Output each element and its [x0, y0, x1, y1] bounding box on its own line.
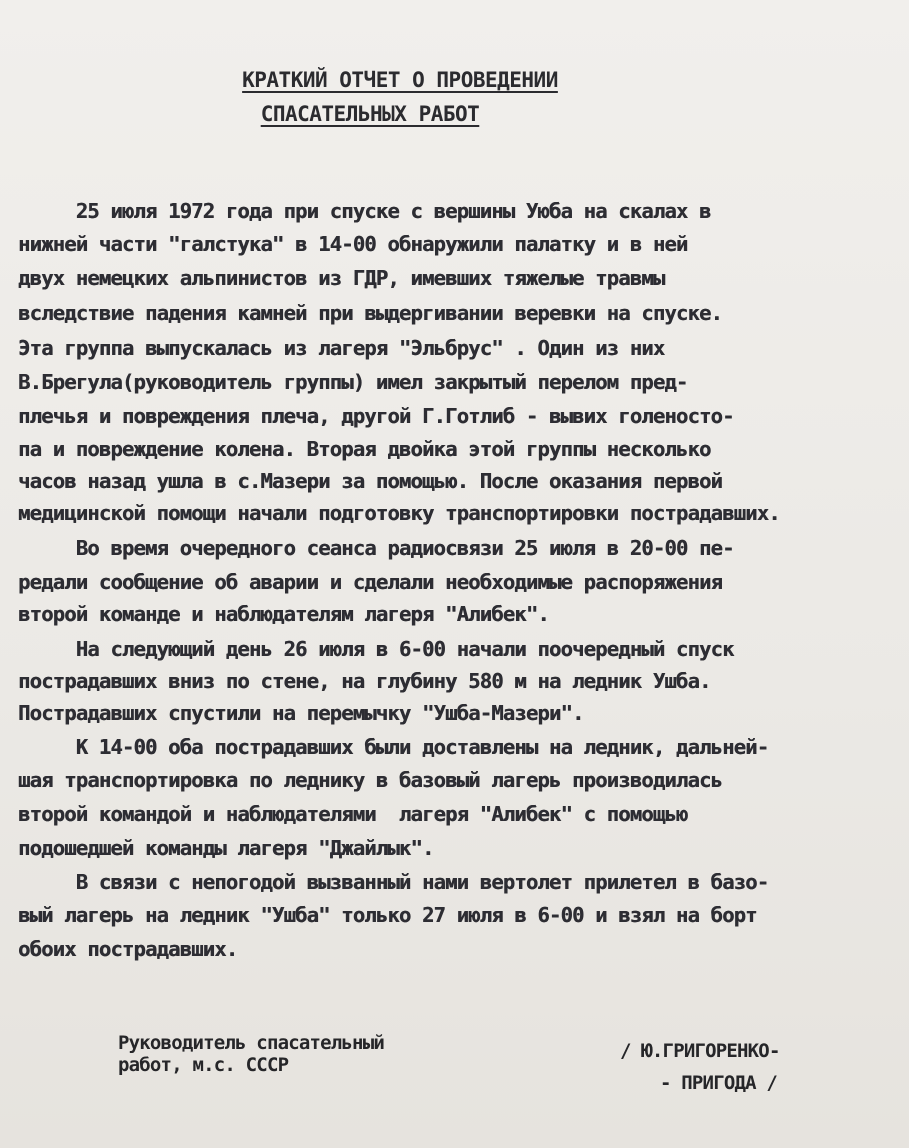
body-line: В связи с непогодой вызванный нами вертолет прилетел в базо- — [18, 870, 769, 894]
report-title-line1: КРАТКИЙ ОТЧЕТ О ПРОВЕДЕНИИ — [242, 68, 558, 92]
body-line: часов назад ушла в с.Мазери за помощью. После оказания первой — [18, 469, 723, 493]
signature-role-line2: работ, м.с. СССР — [118, 1054, 289, 1076]
body-line: второй команде и наблюдателям лагеря "Алибек". — [18, 602, 549, 626]
body-line: второй командой и наблюдателями лагеря "Алибек" с помощью — [18, 802, 688, 826]
body-line: На следующий день 26 июля в 6-00 начали поочередный спуск — [18, 637, 734, 661]
body-line: обоих пострадавших. — [18, 937, 238, 961]
body-line: шая транспортировка по леднику в базовый лагерь производилась — [18, 768, 723, 792]
body-line: Во время очередного сеанса радиосвязи 25 июля в 20-00 пе- — [18, 536, 734, 560]
body-line: па и повреждение колена. Вторая двойка этой группы несколько — [18, 437, 711, 461]
body-line: вследствие падения камней при выдергивании веревки на спуске. — [18, 301, 723, 325]
body-line: редали сообщение об аварии и сделали необходимые распоряжения — [18, 570, 723, 594]
body-line: медицинской помощи начали подготовку транспортировки пострадавших. — [18, 501, 780, 525]
body-line: пострадавших вниз по стене, на глубину 580 м на ледник Ушба. — [18, 669, 711, 693]
body-line: К 14-00 оба пострадавших были доставлены на ледник, дальней- — [18, 735, 769, 759]
body-line: В.Брегула(руководитель группы) имел закрытый перелом пред- — [18, 370, 688, 394]
signature-name-line1: / Ю.ГРИГОРЕНКО- — [620, 1040, 780, 1062]
report-title-line2: СПАСАТЕЛЬНЫХ РАБОТ — [260, 102, 480, 126]
body-line: 25 июля 1972 года при спуске с вершины Уюба на скалах в — [18, 199, 711, 223]
signature-name-line2: - ПРИГОДА / — [660, 1072, 778, 1094]
body-line: Эта группа выпускалась из лагеря "Эльбрус" . Один из них — [18, 336, 665, 360]
body-line: плечья и повреждения плеча, другой Г.Готлиб - вывих голеносто- — [18, 404, 734, 428]
signature-role-line1: Руководитель спасательный — [118, 1032, 384, 1054]
body-line: нижней части "галстука" в 14-00 обнаружили палатку и в ней — [18, 232, 688, 256]
body-line: двух немецких альпинистов из ГДР, имевших тяжелые травмы — [18, 266, 665, 290]
body-line: подошедшей команды лагеря "Джайлык". — [18, 836, 434, 860]
body-line: Пострадавших спустили на перемычку "Ушба-Мазери". — [18, 701, 584, 725]
body-line: вый лагерь на ледник "Ушба" только 27 июля в 6-00 и взял на борт — [18, 903, 757, 927]
